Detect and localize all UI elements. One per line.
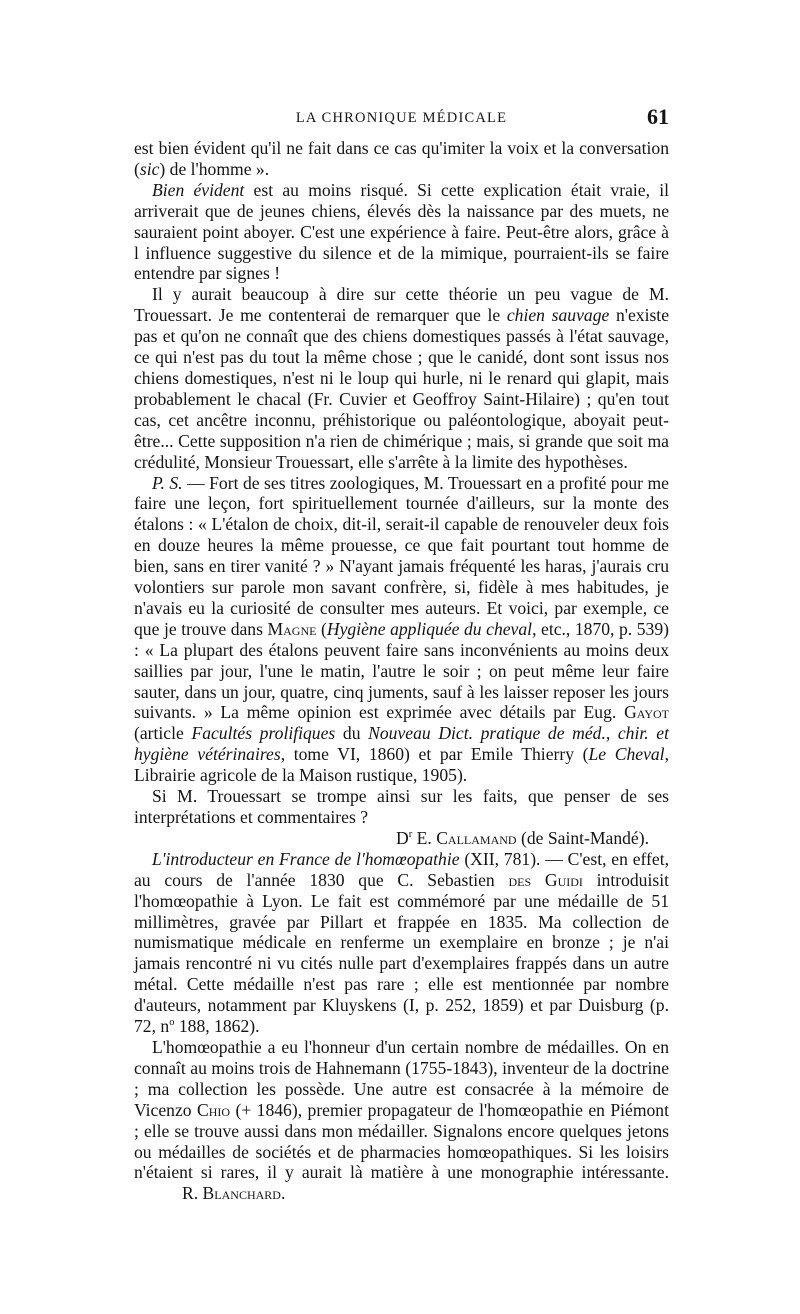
- italic-lead: Bien évident: [152, 179, 245, 200]
- book-title: Le Cheval: [588, 744, 665, 765]
- text: E.: [412, 827, 437, 848]
- paragraph-7: [134, 1037, 669, 1204]
- paragraph-3: [134, 284, 669, 472]
- text: L'homœopathie a eu l'honneur d'un certain nombre de médailles. On en connaît au moins trois de Hahnemann (1755-1843), inventeur de la doctrine ; ma collection les possède. Une autre est consacrée à la mémoire de Vicenzo: [134, 1036, 669, 1120]
- text: 188, 1862).: [174, 1016, 260, 1037]
- article-body: [134, 138, 669, 1204]
- italic-text: sic: [139, 158, 160, 179]
- paragraph-4: [134, 473, 669, 787]
- signature-callamand: [134, 828, 669, 849]
- person-name: Chio: [196, 1099, 231, 1120]
- italic-text: chien sauvage: [506, 305, 610, 326]
- paragraph-6: [134, 849, 669, 1037]
- person-name: des Guidi: [508, 869, 583, 890]
- text: (de Saint-Mandé).: [516, 827, 649, 848]
- running-title: LA CHRONIQUE MÉDICALE: [295, 110, 508, 126]
- author-name: Gayot: [624, 702, 669, 723]
- text: ) de l'homme ».: [159, 158, 270, 179]
- text: (+ 1846), premier propagateur de l'homœopathie en Piémont ; elle se trouve aussi dans mon médailler. Signalons encore quelques jetons ou médailles de sociétés et de pharmacies homœopathiques. Si les loisirs n'étaient si rares, il y aurait là matière à une monographie intéressante.: [134, 1099, 669, 1183]
- page-header: [134, 104, 669, 134]
- author-name: Magne: [267, 618, 317, 639]
- text: (XII, 781). — C'est, en effet, au cours de l'année 1830 que C. Sebastien: [134, 848, 669, 890]
- superscript: r: [408, 829, 413, 841]
- signature-blanchard: [182, 1183, 285, 1203]
- text: est au moins risqué. Si cette explication était vraie, il arriverait que de jeunes chiens, élevés dès la naissance par des muets, ne sauraient point aboyer. C'est une expérience à faire. Peut-être alors, grâce à l influence suggestive du silence et de la mimique, pourraient-ils se faire entendre par signes !: [134, 179, 669, 284]
- text: , Librairie agricole de la Maison rustique, 1905).: [134, 744, 669, 786]
- paragraph-2: [134, 180, 669, 285]
- page-number: 61: [647, 104, 669, 129]
- book-title: Nouveau Dict. pratique de méd., chir. et hygiène vétérinaires: [134, 723, 669, 765]
- text: , tome VI, 1860) et par Emile Thierry (: [280, 744, 589, 765]
- text: Il y aurait beaucoup à dire sur cette théorie un peu vague de M. Trouessart. Je me contenterai de remarquer que le: [134, 284, 669, 326]
- paragraph-5: [134, 786, 669, 828]
- postscript-label: P. S.: [152, 472, 183, 493]
- text: D: [396, 827, 409, 848]
- text: du: [335, 723, 369, 744]
- text: (: [316, 618, 327, 639]
- article-title: Facultés prolifiques: [191, 723, 336, 744]
- superscript: o: [169, 1017, 175, 1029]
- author-name: Blanchard: [202, 1183, 281, 1204]
- text: , etc., 1870, p. 539) : « La plupart des étalons peuvent faire sans inconvénients au moins deux saillies par jour, l'une le matin, l'autre le soir ; on peut même leur faire sauter, dans un jour, quatre, cinq juments, sauf à les laisser reposer les jours suivants. » La même opinion est exprimée avec détails par Eug.: [134, 618, 669, 723]
- book-title: Hygiène appliquée du cheval: [326, 618, 533, 639]
- text: introduisit l'homœopathie à Lyon. Le fait est commémoré par une médaille de 51 millimètres, gravée par Pillart et frappée en 1835. Ma collection de numismatique médicale en renferme un exemplaire en bronze ; je n'ai jamais rencontré ni vu cités nulle part d'exemplaires frappés dans un autre métal. Cette médaille n'est pas rare ; elle est mentionnée par nombre d'auteurs, notamment par Kluyskens (I, p. 252, 1859) et par Duisburg (p. 72, n: [134, 869, 669, 1037]
- paragraph-1: [134, 138, 669, 180]
- text: (article: [134, 723, 192, 744]
- italic-lead: L'introducteur en France de l'homœopathie: [152, 848, 460, 869]
- text: n'existe pas et qu'on ne connaît que des chiens domestiques passés à l'état sauvage, ce qui n'est pas du tout la même chose ; que le canidé, dont sont issus nos chiens domestiques, n'est ni le loup qui hurle, ni le renard qui glapit, mais probablement le chacal (Fr. Cuvier et Geoffroy Saint-Hilaire) ; qu'en tout cas, cet ancêtre inconnu, préhistorique ou paléontologique, aboyait peut-être... Cette supposition n'a rien de chimérique ; mais, si grande que soit ma crédulité, Monsieur Trouessart, elle s'arrête à la limite des hypothèses.: [134, 305, 670, 472]
- author-name: Callamand: [436, 827, 517, 848]
- text: Si M. Trouessart se trompe ainsi sur les faits, que penser de ses interprétations et commentaires ?: [134, 786, 669, 827]
- text: .: [280, 1183, 286, 1204]
- text: R.: [182, 1183, 203, 1204]
- text: est bien évident qu'il ne fait dans ce cas qu'imiter la voix et la conversation (: [134, 138, 669, 179]
- text: — Fort de ses titres zoologiques, M. Trouessart en a profité pour me faire une leçon, fort spirituellement tournée d'ailleurs, sur la monte des étalons : « L'étalon de choix, dit-il, serait-il capable de renouveler deux fois en douze heures la même prouesse, ce que fait pourtant tout homme de bien, sans en tirer vanité ? » N'ayant jamais fréquenté les haras, j'aurais cru volontiers sur parole mon savant confrère, si, fidèle à mes habitudes, je n'avais eu la curiosité de consulter mes auteurs. Et voici, par exemple, ce que je trouve dans: [134, 472, 669, 639]
